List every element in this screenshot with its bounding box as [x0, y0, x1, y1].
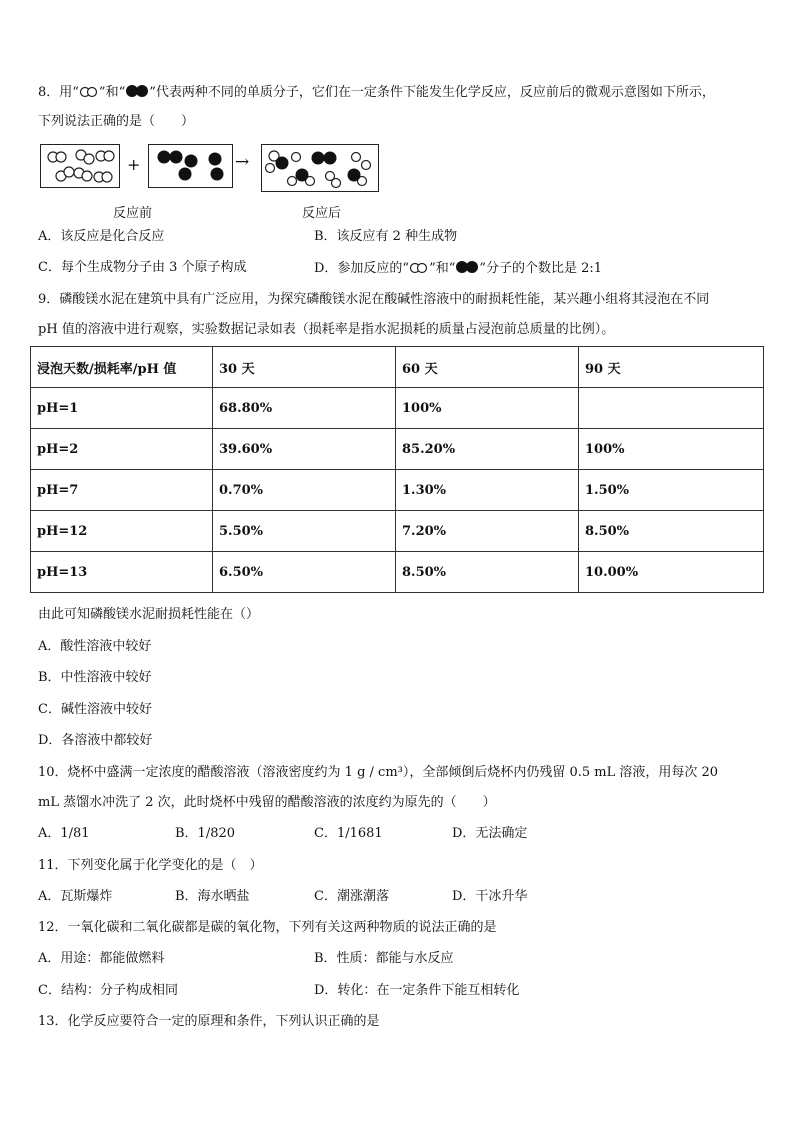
- white-molecules-icon: [41, 145, 119, 187]
- q9-stem-line1: 9．磷酸镁水泥在建筑中具有广泛应用，为探究磷酸镁水泥在酸碱性溶液中的耐损耗性能，某兴趣小组将其浸泡在不同: [38, 292, 710, 307]
- table-header-cell: 30 天: [213, 347, 396, 388]
- q10-option-a[interactable]: A．1/81: [38, 826, 90, 841]
- before-box-black: [148, 144, 233, 188]
- table-cell: 68.80%: [213, 388, 396, 429]
- q8-option-b[interactable]: B．该反应有 2 种生成物: [314, 229, 458, 244]
- q11-option-c[interactable]: C．潮涨潮落: [314, 889, 389, 904]
- black-molecules-icon: [149, 145, 232, 187]
- q11-option-a[interactable]: A．瓦斯爆炸: [38, 889, 113, 904]
- q8-option-d[interactable]: D．参加反应的“ ”和“ ”分子的个数比是 2:1: [314, 261, 603, 276]
- table-cell: 39.60%: [213, 429, 396, 470]
- table-header-cell: 浸泡天数/损耗率/pH 值: [31, 347, 213, 388]
- q9-question: 由此可知磷酸镁水泥耐损耗性能在（）: [38, 607, 260, 622]
- table-cell: 1.30%: [396, 470, 579, 511]
- table-cell: 6.50%: [213, 552, 396, 593]
- after-box: [261, 144, 379, 192]
- q13-stem: 13．化学反应要符合一定的原理和条件，下列认识正确的是: [38, 1014, 380, 1029]
- plus-sign: +: [127, 155, 141, 174]
- table-cell: pH=13: [31, 552, 213, 593]
- q8-stem-line1: 8．用“ ”和“ ”代表两种不同的单质分子，它们在一定条件下能发生化学反应，反应前后的微观示意图如下所示，: [38, 85, 715, 100]
- white-molecule-icon: [79, 86, 99, 98]
- q10-option-c[interactable]: C．1/1681: [314, 826, 383, 841]
- q9-stem-line2: pH 值的溶液中进行观察，实验数据记录如表（损耗率是指水泥损耗的质量占浸泡前总质量的比例）。: [38, 322, 615, 337]
- caption-before: 反应前: [113, 206, 153, 221]
- table-cell: pH=7: [31, 470, 213, 511]
- white-molecule-icon: [409, 262, 429, 274]
- product-molecules-icon: [262, 145, 378, 191]
- table-cell: 100%: [579, 429, 764, 470]
- table-cell: 1.50%: [579, 470, 764, 511]
- q11-stem: 11．下列变化属于化学变化的是（ ）: [38, 858, 263, 873]
- table-row: [31, 429, 764, 470]
- q12-option-d[interactable]: D．转化：在一定条件下能互相转化: [314, 983, 520, 998]
- q8-stem-line2: 下列说法正确的是（ ）: [38, 114, 195, 129]
- table-cell: 85.20%: [396, 429, 579, 470]
- table-header-cell: 90 天: [579, 347, 764, 388]
- q8-option-a[interactable]: A．该反应是化合反应: [38, 229, 165, 244]
- q9-option-a[interactable]: A．酸性溶液中较好: [38, 639, 152, 654]
- table-cell: pH=1: [31, 388, 213, 429]
- table-row: [31, 552, 764, 593]
- q10-stem-line2: mL 蒸馏水冲洗了 2 次，此时烧杯中残留的醋酸溶液的浓度约为原先的（ ）: [38, 795, 496, 810]
- before-box-white: [40, 144, 120, 188]
- q12-option-c[interactable]: C．结构：分子构成相同: [38, 983, 178, 998]
- black-molecule-icon: [125, 84, 149, 98]
- q12-option-a[interactable]: A．用途：都能做燃料: [38, 951, 165, 966]
- q11-option-b[interactable]: B．海水晒盐: [175, 889, 250, 904]
- black-molecule-icon: [455, 260, 479, 274]
- q9-option-b[interactable]: B．中性溶液中较好: [38, 670, 152, 685]
- table-cell: 5.50%: [213, 511, 396, 552]
- table-row: [31, 470, 764, 511]
- table-row: [31, 388, 764, 429]
- q11-option-d[interactable]: D．干冰升华: [452, 889, 528, 904]
- table-cell: pH=2: [31, 429, 213, 470]
- table-cell: 0.70%: [213, 470, 396, 511]
- caption-after: 反应后: [302, 206, 342, 221]
- table-cell: 8.50%: [396, 552, 579, 593]
- q10-option-d[interactable]: D．无法确定: [452, 826, 528, 841]
- table-cell: 7.20%: [396, 511, 579, 552]
- loss-rate-table: [30, 346, 764, 593]
- q12-option-b[interactable]: B．性质：都能与水反应: [314, 951, 454, 966]
- table-cell: 8.50%: [579, 511, 764, 552]
- q12-stem: 12．一氧化碳和二氧化碳都是碳的氧化物，下列有关这两种物质的说法正确的是: [38, 920, 497, 935]
- table-cell: 10.00%: [579, 552, 764, 593]
- reaction-arrow: →: [235, 152, 250, 172]
- table-cell: 100%: [396, 388, 579, 429]
- table-row: [31, 511, 764, 552]
- q8-option-c[interactable]: C．每个生成物分子由 3 个原子构成: [38, 260, 247, 275]
- q10-option-b[interactable]: B．1/820: [175, 826, 236, 841]
- table-cell: [579, 388, 764, 429]
- table-header-row: [31, 347, 764, 388]
- table-cell: pH=12: [31, 511, 213, 552]
- q9-option-d[interactable]: D．各溶液中都较好: [38, 733, 153, 748]
- q10-stem-line1: 10．烧杯中盛满一定浓度的醋酸溶液（溶液密度约为 1 g / cm³），全部倾倒后烧杯内仍残留 0.5 mL 溶液，用每次 20: [38, 765, 719, 780]
- q9-option-c[interactable]: C．碱性溶液中较好: [38, 702, 152, 717]
- table-header-cell: 60 天: [396, 347, 579, 388]
